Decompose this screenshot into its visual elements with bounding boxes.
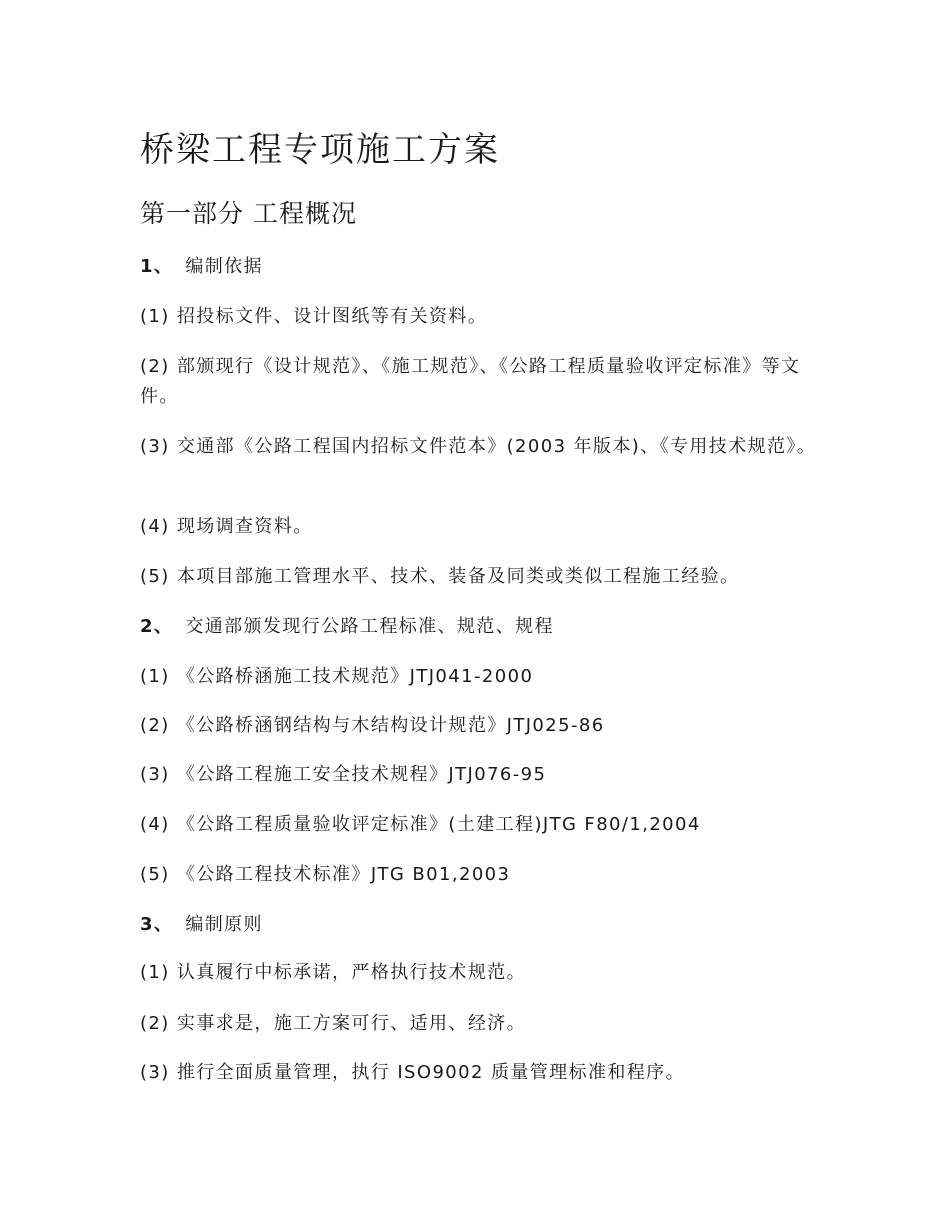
list-item: (3) 推行全面质量管理，执行 ISO9002 质量管理标准和程序。 xyxy=(140,1062,685,1083)
list-item: (1) 《公路桥涵施工技术规范》JTJ041-2000 xyxy=(140,666,534,687)
list-item: (3) 交通部《公路工程国内招标文件范本》(2003 年版本)、《专用技术规范》。 xyxy=(140,436,817,457)
section-heading-text: 交通部颁发现行公路工程标准、规范、规程 xyxy=(185,616,554,637)
section-heading-3 xyxy=(140,910,820,940)
section-heading-text: 编制原则 xyxy=(185,914,263,935)
list-item: (4) 现场调查资料。 xyxy=(140,516,313,537)
list-item: (2) 部颁现行《设计规范》、《施工规范》、《公路工程质量验收评定标准》等文件。 xyxy=(140,356,801,407)
list-item: (2) 实事求是，施工方案可行、适用、经济。 xyxy=(140,1013,527,1034)
list-item: (1) 招投标文件、设计图纸等有关资料。 xyxy=(140,306,488,327)
part-title: 第一部分 工程概况 xyxy=(140,199,357,228)
list-item: (5) 本项目部施工管理水平、技术、装备及同类或类似工程施工经验。 xyxy=(140,566,740,587)
section-heading-1 xyxy=(140,252,820,282)
list-item: (4) 《公路工程质量验收评定标准》(土建工程)JTG F80/1,2004 xyxy=(140,814,701,835)
section-number: 1、 xyxy=(140,256,174,277)
list-item: (1) 认真履行中标承诺，严格执行技术规范。 xyxy=(140,962,527,983)
list-item: (3) 《公路工程施工安全技术规程》JTJ076-95 xyxy=(140,764,547,785)
list-item: (2) 《公路桥涵钢结构与木结构设计规范》JTJ025-86 xyxy=(140,715,605,736)
section-heading-text: 编制依据 xyxy=(185,256,263,277)
section-heading-2 xyxy=(140,612,820,642)
document-title: 桥梁工程专项施工方案 xyxy=(140,130,500,170)
section-number: 2、 xyxy=(140,616,174,637)
list-item: (5) 《公路工程技术标准》JTG B01,2003 xyxy=(140,864,511,885)
section-number: 3、 xyxy=(140,914,174,935)
